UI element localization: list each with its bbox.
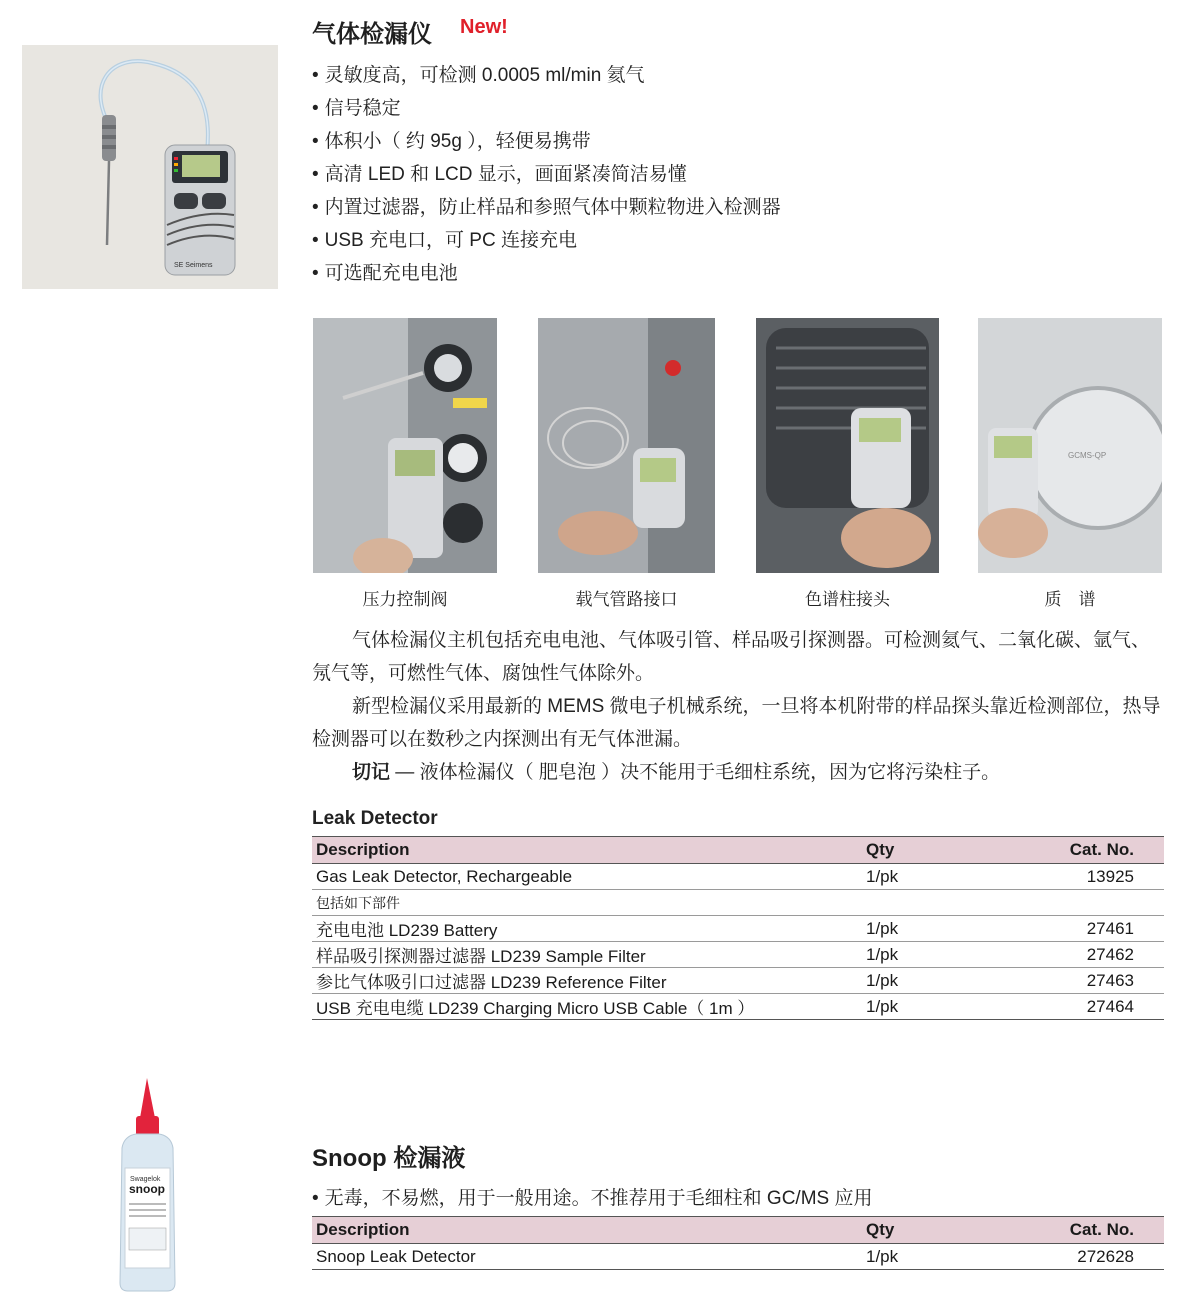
includes-label: 包括如下部件 xyxy=(312,890,1164,916)
table-row xyxy=(312,994,1164,1020)
header-cat-no: Cat. No. xyxy=(990,837,1164,864)
cell-qty: 1/pk xyxy=(862,994,990,1020)
application-photo-pressure-valve xyxy=(313,318,497,573)
header-description: Description xyxy=(312,1217,862,1244)
description xyxy=(312,624,1167,789)
device-brand: SE Seimens xyxy=(174,262,213,269)
table-row xyxy=(312,1244,1164,1270)
cell-cat-no: 27461 xyxy=(990,916,1164,942)
table-row xyxy=(312,890,1164,916)
header-qty: Qty xyxy=(862,1217,990,1244)
cell-qty: 1/pk xyxy=(862,864,990,890)
table-row xyxy=(312,942,1164,968)
snoop-bottle-photo xyxy=(110,1078,185,1292)
snoop-table xyxy=(312,1216,1164,1270)
new-badge: New! xyxy=(460,16,508,38)
feature-item: • 内置过滤器，防止样品和参照气体中颗粒物进入检测器 xyxy=(312,191,781,224)
cell-description: 参比气体吸引口过滤器 LD239 Reference Filter xyxy=(312,968,862,994)
cell-cat-no: 27464 xyxy=(990,994,1164,1020)
cell-qty: 1/pk xyxy=(862,1244,990,1270)
snoop-title: Snoop 检漏液 xyxy=(312,1145,466,1172)
caution-paragraph xyxy=(312,756,1167,789)
header-description: Description xyxy=(312,837,862,864)
description-paragraph: 新型检漏仪采用最新的 MEMS 微电子机械系统，一旦将本机附带的样品探头靠近检测部位，热导检测器可以在数秒之内探测出有无气体泄漏。 xyxy=(312,696,1161,750)
bottle-brand: Swagelok xyxy=(130,1176,161,1183)
cell-description: USB 充电电缆 LD239 Charging Micro USB Cable（ 1m ） xyxy=(312,994,862,1020)
header-cat-no: Cat. No. xyxy=(990,1217,1164,1244)
feature-item: • 灵敏度高，可检测 0.0005 ml/min 氦气 xyxy=(312,59,781,92)
table-header-row xyxy=(312,837,1164,864)
table-header-row xyxy=(312,1217,1164,1244)
cell-cat-no: 13925 xyxy=(990,864,1164,890)
cell-cat-no: 27462 xyxy=(990,942,1164,968)
application-photo-mass-spec xyxy=(978,318,1162,573)
bottle-name: snoop xyxy=(129,1182,165,1196)
cell-cat-no: 27463 xyxy=(990,968,1164,994)
svg-text:GCMS-QP: GCMS-QP xyxy=(1068,451,1107,460)
feature-item: • 可选配充电电池 xyxy=(312,257,781,290)
feature-item: • 体积小（ 约 95g ），轻便易携带 xyxy=(312,125,781,158)
feature-list xyxy=(312,59,781,290)
application-caption: 载气管路接口 xyxy=(575,590,678,609)
application-photo-column-joint xyxy=(756,318,939,573)
cell-description: Gas Leak Detector, Rechargeable xyxy=(312,864,862,890)
application-photo-carrier-gas xyxy=(538,318,715,573)
leak-detector-title: 气体检漏仪 xyxy=(312,21,432,48)
description-paragraph: 气体检漏仪主机包括充电电池、气体吸引管、样品吸引探测器。可检测氦气、二氧化碳、氩气、氖气等，可燃性气体、腐蚀性气体除外。 xyxy=(312,630,1151,684)
cell-description: Snoop Leak Detector xyxy=(312,1244,862,1270)
cell-description: 样品吸引探测器过滤器 LD239 Sample Filter xyxy=(312,942,862,968)
caution-text: — 液体检漏仪（ 肥皂泡 ）决不能用于毛细柱系统，因为它将污染柱子。 xyxy=(390,762,1001,783)
leak-detector-table-title: Leak Detector xyxy=(312,808,438,829)
feature-item: • 无毒，不易燃，用于一般用途。不推荐用于毛细柱和 GC/MS 应用 xyxy=(312,1182,873,1215)
header-qty: Qty xyxy=(862,837,990,864)
cell-qty: 1/pk xyxy=(862,942,990,968)
leak-detector-table xyxy=(312,836,1164,1020)
caution-label: 切记 xyxy=(352,762,391,783)
leak-detector-photo xyxy=(22,45,278,289)
cell-qty: 1/pk xyxy=(862,968,990,994)
table-row xyxy=(312,968,1164,994)
table-row xyxy=(312,916,1164,942)
feature-item: • 高清 LED 和 LCD 显示，画面紧凑简洁易懂 xyxy=(312,158,781,191)
cell-qty: 1/pk xyxy=(862,916,990,942)
feature-item: • USB 充电口，可 PC 连接充电 xyxy=(312,224,781,257)
application-caption: 质 谱 xyxy=(1044,590,1096,609)
application-caption: 色谱柱接头 xyxy=(805,590,890,609)
cell-cat-no: 272628 xyxy=(990,1244,1164,1270)
application-caption: 压力控制阀 xyxy=(362,590,448,609)
snoop-feature-list xyxy=(312,1182,873,1215)
table-row xyxy=(312,864,1164,890)
feature-item: • 信号稳定 xyxy=(312,92,781,125)
cell-description: 充电电池 LD239 Battery xyxy=(312,916,862,942)
